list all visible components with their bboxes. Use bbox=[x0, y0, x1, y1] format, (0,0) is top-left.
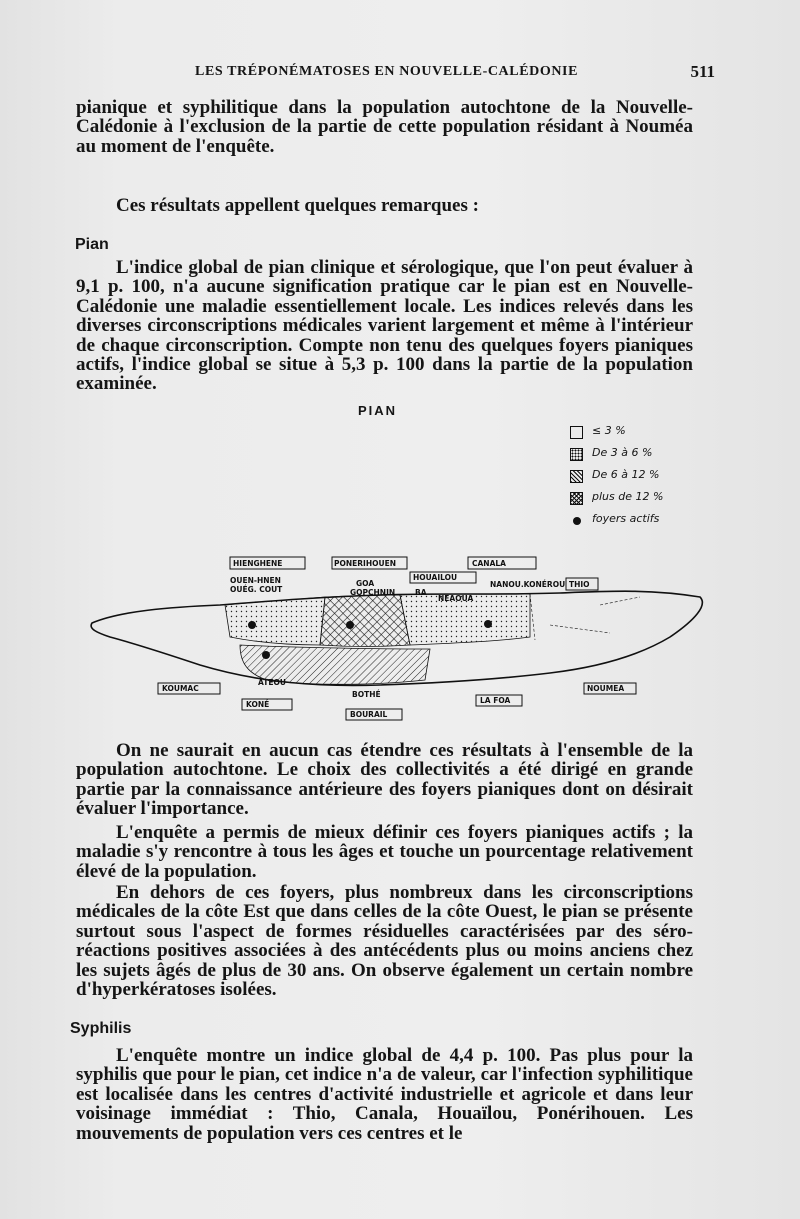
document-page: LES TRÉPONÉMATOSES EN NOUVELLE-CALÉDONIE 511 pianique et syphilitique dans la population autochtone de la Nouvelle-Calédonie à l'exclusion de la partie de cette population résidant à Nouméa au moment de l'enquête. Ces résultats appellent quelques remarques : Pian L'indice global de pian clinique et sérologique, que l'on peut évaluer à 9,1 p. 100, n'a aucune signification pratique car le pian est en Nouvelle-Calédonie une maladie essentiellement locale. Les indices relevés dans les diverses circonscriptions médicales varient largement et même à l'intérieur de chaque circonscription. Compte non tenu des quelques foyers pianiques actifs, l'indice global se situe à 5,3 p. 100 dans la partie de la population examinée. PIAN ≤ 3 % De 3 à 6 % De 6 à 12 % plus de 12 % foyers actifs HIENGHENE PONERIHOUEN CANALA HOUAILOU THIO KOUMAC KONÉ BOURAIL LA FOA NOUMEA OUEN-HNEN OUÉG. COUT GOA GOPCHNIN BA NEAOUA NANOU.KONÉROU ATEOU BOTHÉ On ne saurait en aucun cas étendre ces résultats à l'ensemble de la population autochtone. Le choix des collectivités a été dirigé en grande partie par la connaissance antérieure des foyers pianiques dont on désirait évaluer l'importance. L'enquête a permis de mieux définir ces foyers pianiques actifs ; la maladie s'y rencontre à tous les âges et touche un pourcentage relativement élevé de la population. En dehors de ces foyers, plus nombreux dans les circonscriptions médicales de la côte Est que dans celles de la côte Ouest, le pian se présente surtout sous l'aspect de formes résiduelles caractérisées par des séro-réactions positives associées à des antécédents plus ou moins anciens chez les sujets âgés de plus de 30 ans. On observe également un certain nombre d'hyperkératoses isolées. Syphilis L'enquête montre un indice global de 4,4 p. 100. Pas plus pour la syphilis que pour le pian, cet indice n'a de valeur, car l'infection syphilitique est localisée dans les centres d'activité industrielle et agricole et dans leur voisinage immédiat : Thio, Canala, Houaïlou, Ponérihouen. Les mouvements de population vers ces centres et le bbox=[0, 0, 800, 1219]
map-label-la-foa bbox=[476, 695, 522, 706]
place-label: BOTHÉ bbox=[352, 690, 381, 699]
after-map-paragraph-1: On ne saurait en aucun cas étendre ces résultats à l'ensemble de la population autochtone. Le choix des collectivités a été dirigé en grande partie par la connaissance antérieure des foyers pianiques dont on désirait évaluer l'importance. bbox=[76, 740, 693, 820]
page-number: 511 bbox=[690, 62, 715, 81]
crosshatched-swatch-icon bbox=[570, 492, 583, 505]
intro-paragraph-1: pianique et syphilitique dans la population autochtone de la Nouvelle-Calédonie à l'exclusion de la partie de cette population résidant à Nouméa au moment de l'enquête. bbox=[76, 97, 693, 157]
map-label-hienghene bbox=[230, 557, 305, 569]
after-map-paragraph-3: En dehors de ces foyers, plus nombreux dans les circonscriptions médicales de la côte Est que dans celles de la côte Ouest, le pian se présente surtout sous l'aspect de formes résiduelles caractérisées par des séro-réactions positives associées à des antécédents plus ou moins anciens chez les sujets âgés de plus de 30 ans. On observe également un certain nombre d'hyperkératoses isolées. bbox=[76, 882, 693, 1001]
svg-text:NOUMEA: NOUMEA bbox=[587, 684, 625, 693]
intro-paragraph-2: Ces résultats appellent quelques remarques : bbox=[116, 195, 479, 216]
svg-text:BOURAIL: BOURAIL bbox=[350, 710, 388, 719]
svg-text:LA FOA: LA FOA bbox=[480, 696, 511, 705]
running-header bbox=[195, 64, 715, 80]
active-focus-dot bbox=[248, 621, 256, 629]
svg-text:THIO: THIO bbox=[569, 580, 590, 589]
place-label: NEAOUA bbox=[438, 594, 474, 603]
place-label: BA bbox=[415, 588, 427, 597]
map-label-thio bbox=[566, 578, 598, 590]
after-map-paragraph-2: L'enquête a permis de mieux définir ces foyers pianiques actifs ; la maladie s'y rencontre à tous les âges et touche un pourcentage relativement élevé de la population. bbox=[76, 822, 693, 882]
svg-text:PONERIHOUEN: PONERIHOUEN bbox=[334, 559, 396, 568]
svg-text:HIENGHENE: HIENGHENE bbox=[233, 559, 283, 568]
place-label: OUEN-HNEN bbox=[230, 576, 281, 585]
zone-dotted-west bbox=[225, 597, 325, 645]
svg-text:HOUAILOU: HOUAILOU bbox=[413, 573, 458, 582]
active-focus-dot bbox=[346, 621, 354, 629]
place-label: GOPCHNIN bbox=[350, 588, 396, 597]
svg-text:KOUMAC: KOUMAC bbox=[162, 684, 199, 693]
svg-text:CANALA: CANALA bbox=[472, 559, 506, 568]
map-label-noumea bbox=[584, 683, 636, 694]
map-label-ponerihouen bbox=[332, 557, 407, 569]
map-label-canala bbox=[468, 557, 536, 569]
svg-text:KONÉ: KONÉ bbox=[246, 700, 270, 709]
zone-crosshatched bbox=[320, 595, 410, 647]
empty-swatch-icon bbox=[570, 426, 583, 439]
section-heading-pian: Pian bbox=[75, 236, 109, 253]
place-label: OUÉG. COUT bbox=[230, 585, 283, 594]
map-title: PIAN bbox=[358, 403, 398, 418]
dotted-swatch-icon bbox=[570, 448, 583, 461]
active-focus-dot bbox=[484, 620, 492, 628]
map-label-koumac bbox=[158, 683, 220, 694]
section-heading-syphilis: Syphilis bbox=[70, 1020, 132, 1037]
map-label-bourail bbox=[346, 709, 402, 720]
active-focus-dot-icon bbox=[573, 517, 581, 525]
place-label: ATEOU bbox=[258, 678, 286, 687]
hatched-swatch-icon bbox=[570, 470, 583, 483]
pian-paragraph: L'indice global de pian clinique et sérologique, que l'on peut évaluer à 9,1 p. 100, n'a aucune signification pratique car le pian est en Nouvelle-Calédonie une maladie essentiellement locale. Les indices relevés dans les diverses circonscriptions médicales varient largement et même à l'intérieur de chaque circonscription. Compte non tenu des quelques foyers pianiques actifs, l'indice global se situe à 5,3 p. 100 dans la partie de la population examinée. bbox=[76, 257, 693, 395]
syphilis-paragraph: L'enquête montre un indice global de 4,4 p. 100. Pas plus pour la syphilis que pour le pian, cet indice n'a de valeur, car l'infection syphilitique est localisée dans les centres d'activité industrielle et agricole et dans leur voisinage immédiat : Thio, Canala, Houaïlou, Ponérihouen. Les mouvements de population vers ces centres et le bbox=[76, 1045, 693, 1144]
place-label: NANOU.KONÉROU bbox=[490, 580, 566, 589]
active-focus-dot bbox=[262, 651, 270, 659]
map-label-kone bbox=[242, 699, 292, 710]
place-label: GOA bbox=[356, 579, 375, 588]
running-title: LES TRÉPONÉMATOSES EN NOUVELLE-CALÉDONIE bbox=[195, 64, 579, 79]
pian-map-new-caledonia bbox=[80, 545, 720, 725]
map-label-houailou bbox=[410, 572, 476, 583]
